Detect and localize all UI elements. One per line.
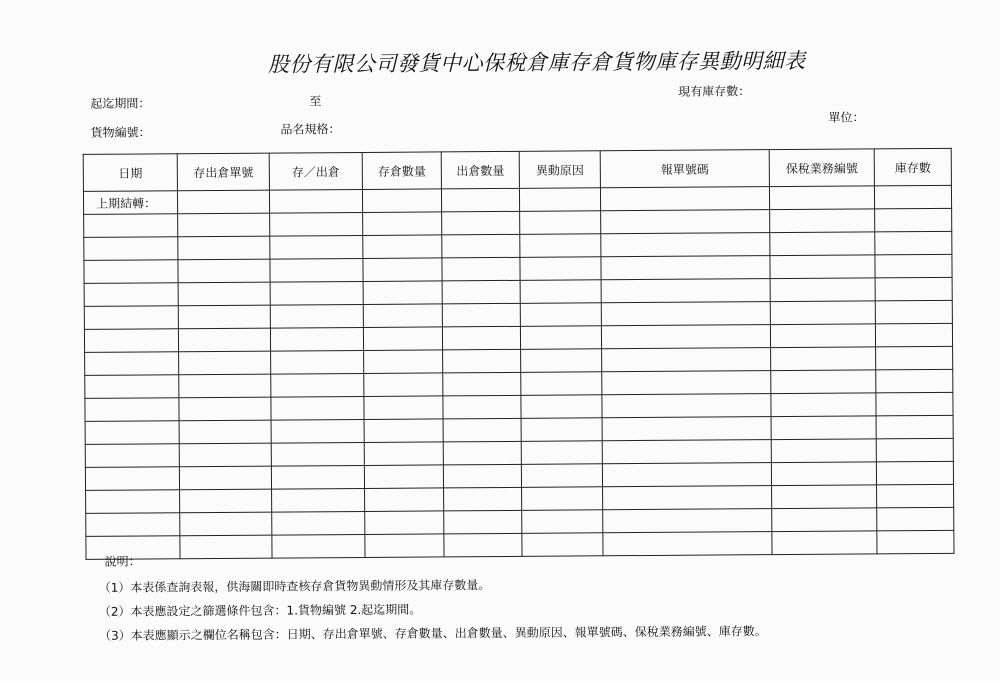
table-cell <box>772 531 877 555</box>
period-to: 至 <box>309 94 322 109</box>
table-cell <box>364 419 443 443</box>
table-cell <box>86 513 180 537</box>
table-cell <box>520 326 601 350</box>
table-cell <box>272 488 365 512</box>
col-header-reason: 異動原因 <box>519 151 600 189</box>
table-cell <box>364 350 443 374</box>
table-cell <box>179 374 271 398</box>
table-cell <box>875 323 952 347</box>
table-cell <box>521 349 602 373</box>
table-cell <box>603 486 772 510</box>
table-cell <box>875 277 952 301</box>
table-cell <box>365 511 444 535</box>
table-cell <box>520 234 601 258</box>
carry-over-label: 上期結轉： <box>83 191 177 215</box>
table-cell <box>364 396 443 420</box>
header-row <box>83 148 951 191</box>
table-cell <box>179 351 271 375</box>
table-cell <box>771 347 876 371</box>
report-title: 股份有限公司發貨中心保稅倉庫存倉貨物庫存異動明細表 <box>267 48 806 77</box>
table-cell <box>877 507 954 531</box>
table-cell <box>770 232 875 256</box>
table-cell <box>875 254 952 278</box>
table-cell <box>521 395 602 419</box>
table-cell <box>179 466 271 490</box>
table-cell <box>84 306 178 330</box>
table-cell <box>271 396 364 420</box>
col-header-declaration-no: 報單號碼 <box>600 150 769 188</box>
table-cell <box>178 328 270 352</box>
table-cell <box>363 327 442 351</box>
table-cell <box>519 188 600 212</box>
table-cell <box>442 280 520 304</box>
table-cell <box>365 488 444 512</box>
table-cell <box>769 186 874 210</box>
table-cell <box>271 373 364 397</box>
notes-section <box>98 548 767 648</box>
table-cell <box>177 190 269 214</box>
table-cell <box>771 439 876 463</box>
table-cell <box>875 231 952 255</box>
col-header-in-qty: 存倉數量 <box>362 152 441 190</box>
table-cell <box>270 281 363 305</box>
table-cell <box>601 279 770 303</box>
table-cell <box>771 462 876 486</box>
table-cell <box>770 301 875 325</box>
table-cell <box>771 370 876 394</box>
table-cell <box>876 438 953 462</box>
table-cell <box>178 305 270 329</box>
table-cell <box>443 395 521 419</box>
table-cell <box>270 212 363 236</box>
table-cell <box>85 375 179 399</box>
col-header-stock: 庫存數 <box>874 148 951 186</box>
table-cell <box>600 187 769 211</box>
table-cell <box>877 530 954 554</box>
table-cell <box>444 510 522 534</box>
table-cell <box>601 256 770 280</box>
table-cell <box>444 487 522 511</box>
table-cell <box>602 348 771 372</box>
table-cell <box>363 212 442 236</box>
table-cell <box>601 302 770 326</box>
table-cell <box>770 209 875 233</box>
table-cell <box>520 280 601 304</box>
table-cell <box>84 260 178 284</box>
table-cell <box>770 324 875 348</box>
table-cell <box>178 236 270 260</box>
table-cell <box>770 255 875 279</box>
table-cell <box>602 440 771 464</box>
table-cell <box>522 510 603 534</box>
table-cell <box>85 421 179 445</box>
period-label: 起迄期間： <box>90 96 151 111</box>
goods-code-label: 貨物編號： <box>90 125 151 140</box>
table-cell <box>772 485 877 509</box>
table-cell <box>442 326 520 350</box>
table-cell <box>270 258 363 282</box>
table-cell <box>876 346 953 370</box>
table-cell <box>601 210 770 234</box>
table-cell <box>603 509 772 533</box>
table-cell <box>270 235 363 259</box>
table-cell <box>771 416 876 440</box>
table-cell <box>443 372 521 396</box>
table-cell <box>520 211 601 235</box>
table-cell <box>442 303 520 327</box>
table-cell <box>84 329 178 353</box>
table-cell <box>84 237 178 261</box>
table-cell <box>270 304 363 328</box>
table-cell <box>772 508 877 532</box>
table-cell <box>85 444 179 468</box>
table-cell <box>271 350 364 374</box>
table-cell <box>520 257 601 281</box>
table-cell <box>877 484 954 508</box>
table-cell <box>602 417 771 441</box>
current-stock-label: 現有庫存數： <box>678 84 751 99</box>
col-header-slip-no: 存出倉單號 <box>177 153 269 191</box>
table-cell <box>876 461 953 485</box>
col-header-in-out: 存／出倉 <box>269 152 362 190</box>
table-cell <box>876 415 953 439</box>
table-cell <box>521 441 602 465</box>
notes-heading: 說明： <box>104 554 141 569</box>
table-cell <box>875 208 952 232</box>
table-cell <box>270 327 363 351</box>
table-cell <box>876 392 953 416</box>
table-cell <box>364 465 443 489</box>
table-cell <box>443 441 521 465</box>
table-cell <box>364 373 443 397</box>
table-cell <box>602 371 771 395</box>
table-cell <box>363 304 442 328</box>
table-cell <box>271 419 364 443</box>
table-cell <box>179 420 271 444</box>
col-header-date: 日期 <box>83 154 177 192</box>
table-cell <box>601 233 770 257</box>
table-cell <box>271 442 364 466</box>
table-cell <box>85 467 179 491</box>
note-item: （3）本表應顯示之欄位名稱包含：日期、存出倉單號、存倉數量、出倉數量、異動原因、報單號碼、保稅業務編號、庫存數。 <box>99 624 767 643</box>
table-cell <box>521 372 602 396</box>
table-cell <box>85 352 179 376</box>
table-cell <box>180 489 272 513</box>
unit-label: 單位： <box>828 110 865 125</box>
table-cell <box>178 213 270 237</box>
table-cell <box>272 511 365 535</box>
table-cell <box>521 418 602 442</box>
table-cell <box>84 214 178 238</box>
table-cell <box>179 443 271 467</box>
table-cell <box>269 189 362 213</box>
table-cell <box>441 188 519 212</box>
table-cell <box>876 369 953 393</box>
table-cell <box>875 300 952 324</box>
spec-label: 品名規格： <box>280 122 341 137</box>
table-cell <box>85 398 179 422</box>
table-cell <box>362 189 441 213</box>
stock-movement-table <box>83 148 955 560</box>
table-cell <box>178 259 270 283</box>
table-cell <box>442 257 520 281</box>
table-cell <box>443 418 521 442</box>
table-cell <box>442 211 520 235</box>
note-item: （1）本表係查詢表報，供海關即時查核存倉貨物異動情形及其庫存數量。 <box>98 578 491 595</box>
table-cell <box>443 464 521 488</box>
table-cell <box>180 512 272 536</box>
table-cell <box>86 490 180 514</box>
table-cell <box>602 463 771 487</box>
table-cell <box>601 325 770 349</box>
table-cell <box>84 283 178 307</box>
table-cell <box>521 464 602 488</box>
col-header-bonded-no: 保稅業務編號 <box>769 149 874 187</box>
table-cell <box>771 393 876 417</box>
table-cell <box>271 465 364 489</box>
table-cell <box>874 185 951 209</box>
note-item: （2）本表應設定之篩選條件包含：1.貨物編號 2.起迄期間。 <box>98 602 422 619</box>
table-cell <box>443 349 521 373</box>
table-cell <box>602 394 771 418</box>
table-cell <box>363 258 442 282</box>
table-cell <box>520 303 601 327</box>
table-cell <box>770 278 875 302</box>
table-cell <box>522 487 603 511</box>
table-cell <box>442 234 520 258</box>
table-cell <box>178 282 270 306</box>
col-header-out-qty: 出倉數量 <box>441 151 519 189</box>
table-cell <box>364 442 443 466</box>
table-cell <box>363 235 442 259</box>
table-cell <box>179 397 271 421</box>
table-cell <box>363 281 442 305</box>
